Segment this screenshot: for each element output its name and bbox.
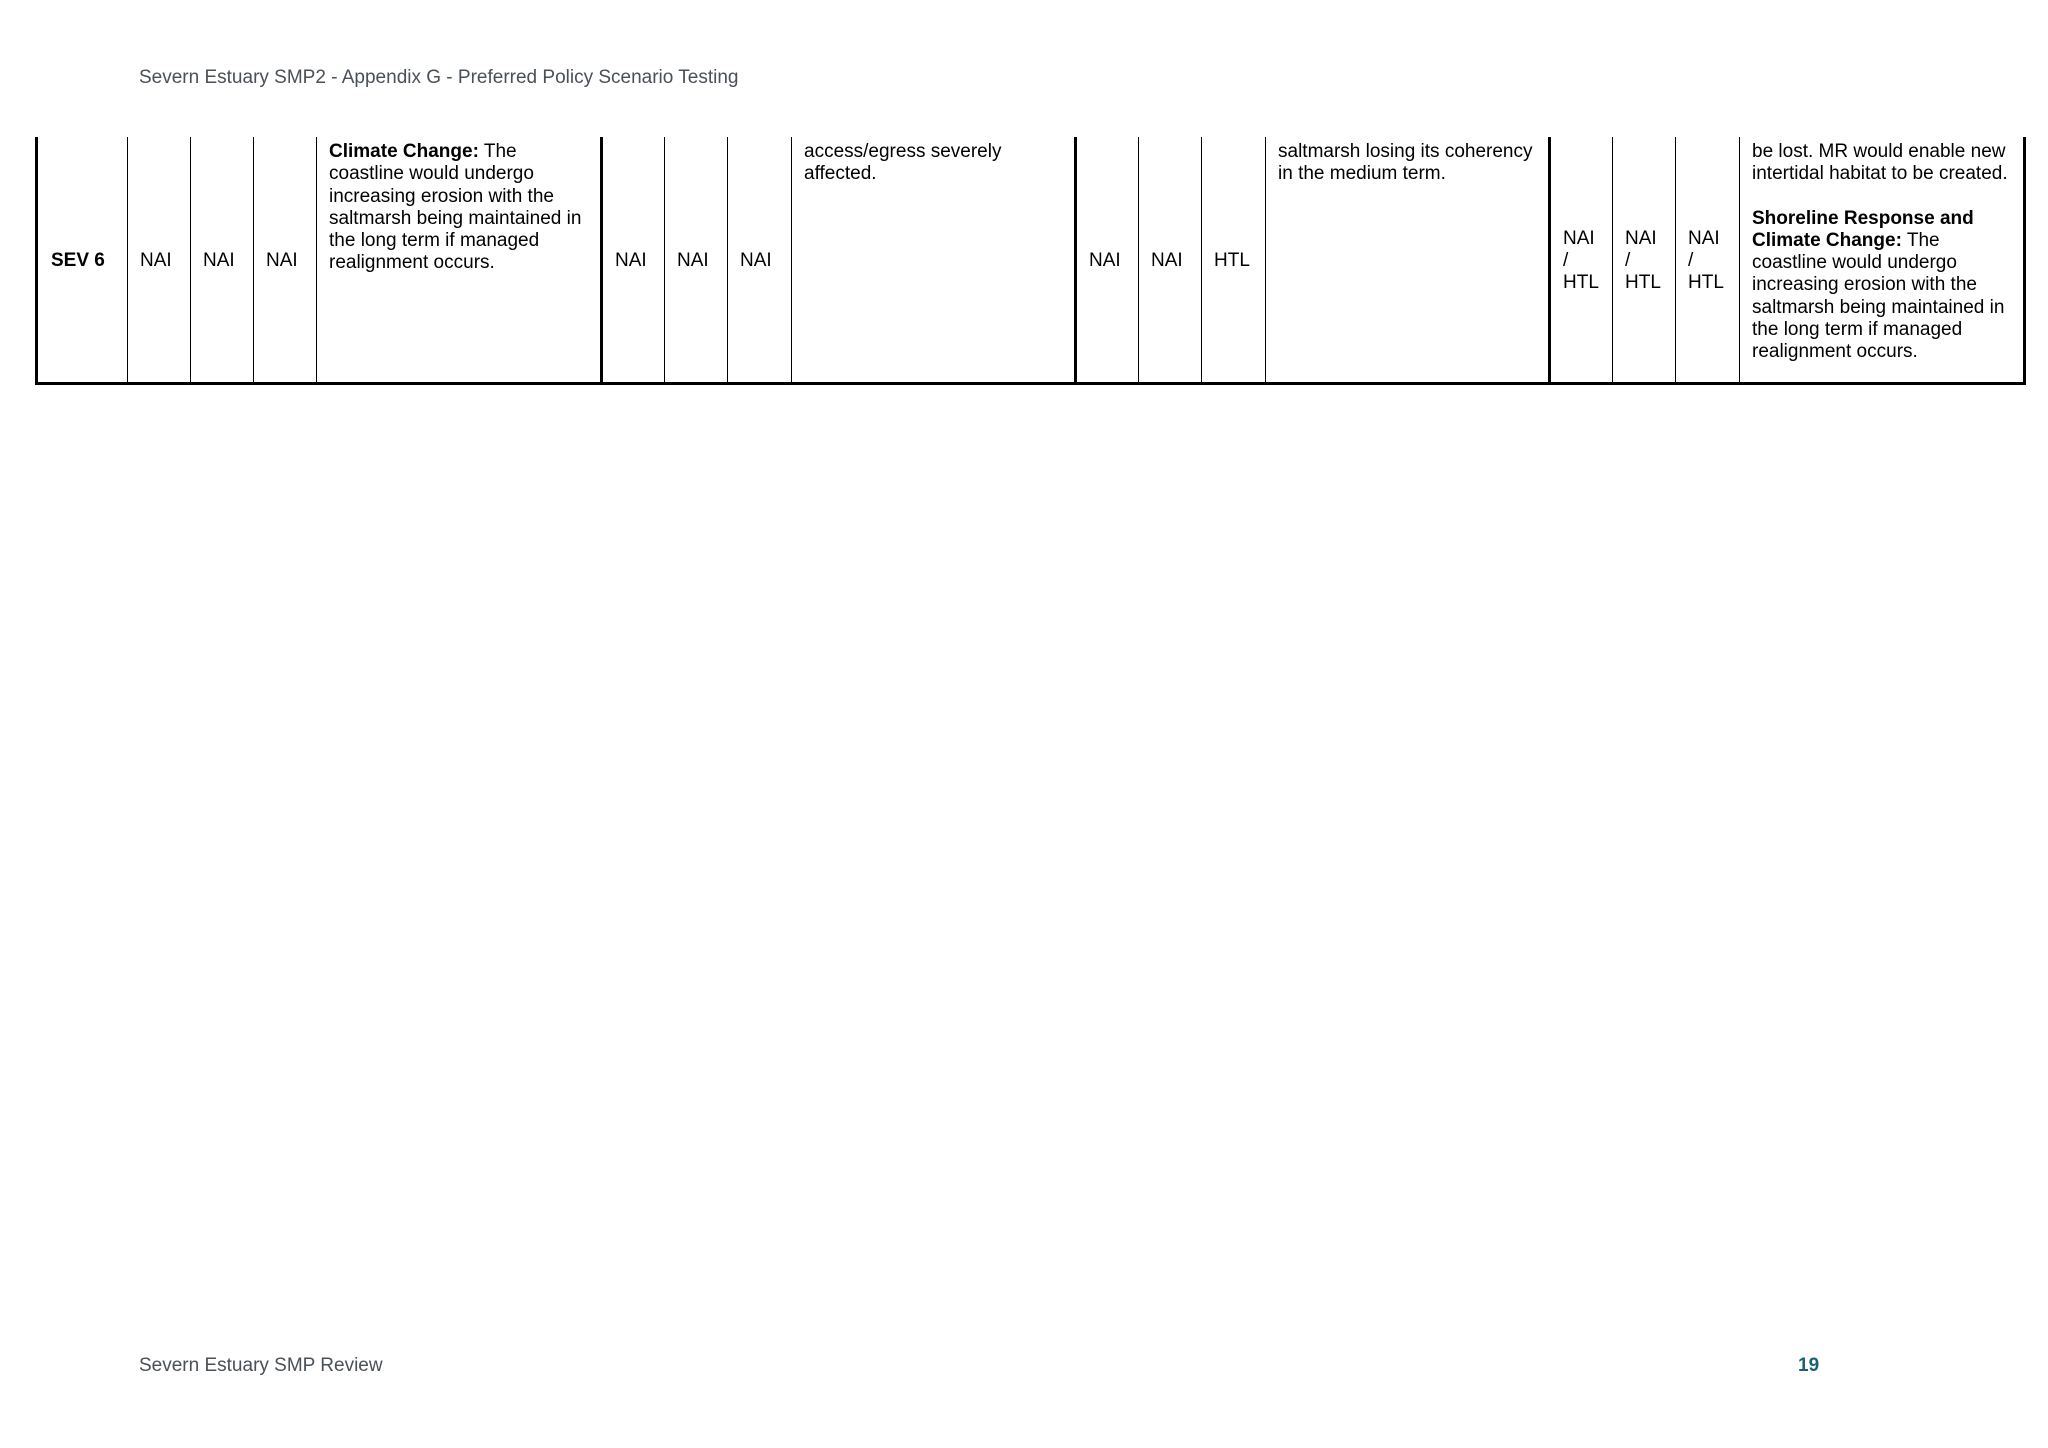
policy-value-line: / <box>1625 250 1631 272</box>
comment-cell <box>1266 137 1550 383</box>
policy-value: NAI <box>1151 250 1183 272</box>
policy-cell <box>602 137 665 383</box>
policy-value: NAI <box>740 250 772 272</box>
policy-value: HTL <box>1214 250 1250 272</box>
comment-heading: Shoreline Response and Climate Change: <box>1752 207 1974 251</box>
policy-cell <box>128 137 191 383</box>
policy-scenario-table <box>35 137 2026 385</box>
policy-value-line: NAI <box>1625 227 1657 249</box>
comment-body: access/egress severely affected. <box>804 141 1002 185</box>
policy-cell <box>1613 137 1676 383</box>
policy-cell <box>191 137 254 383</box>
policy-cell <box>1202 137 1266 383</box>
policy-value-line: NAI <box>1563 227 1595 249</box>
comment-cell <box>792 137 1076 383</box>
policy-value-line: / <box>1563 250 1569 272</box>
policy-value: NAI <box>615 250 647 272</box>
comment-heading: Climate Change: <box>329 141 479 162</box>
policy-value: NAI <box>203 250 235 272</box>
policy-cell <box>1676 137 1740 383</box>
policy-cell <box>254 137 317 383</box>
policy-value: NAI <box>1089 250 1121 272</box>
policy-unit-label: SEV 6 <box>51 250 105 272</box>
comment-cell <box>1740 137 2025 383</box>
policy-value-line: / <box>1688 250 1694 272</box>
table-row <box>37 137 2025 383</box>
policy-cell <box>1139 137 1202 383</box>
policy-value: NAI <box>266 250 298 272</box>
page-number: 19 <box>1798 1355 1820 1376</box>
policy-value-line: HTL <box>1688 272 1724 294</box>
policy-value <box>1688 228 1727 295</box>
comment-text <box>329 141 588 275</box>
policy-value-line: HTL <box>1563 272 1599 294</box>
policy-cell <box>728 137 792 383</box>
running-footer: Severn Estuary SMP Review <box>139 1355 383 1376</box>
policy-value <box>1563 228 1600 295</box>
policy-value <box>1625 228 1663 295</box>
policy-cell <box>1550 137 1613 383</box>
policy-value-line: NAI <box>1688 227 1720 249</box>
policy-value-line: HTL <box>1625 272 1661 294</box>
comment-body: The coastline would undergo increasing erosion with the saltmarsh being maintained in the long term if managed realignment occurs. <box>1752 229 2005 363</box>
running-header: Severn Estuary SMP2 - Appendix G - Preferred Policy Scenario Testing <box>139 67 739 88</box>
policy-cell <box>665 137 728 383</box>
policy-value: NAI <box>140 250 172 272</box>
comment-text <box>1752 208 2015 364</box>
policy-unit-cell <box>37 137 128 383</box>
comment-body: be lost. MR would enable new intertidal habitat to be created. <box>1752 141 2008 185</box>
comment-body: The coastline would undergo increasing erosion with the saltmarsh being maintained in the long term if managed realignment occurs. <box>329 141 582 274</box>
policy-cell <box>1076 137 1139 383</box>
comment-body: saltmarsh losing its coherency in the medium term. <box>1278 141 1533 185</box>
policy-value: NAI <box>677 250 709 272</box>
comment-cell <box>317 137 602 383</box>
